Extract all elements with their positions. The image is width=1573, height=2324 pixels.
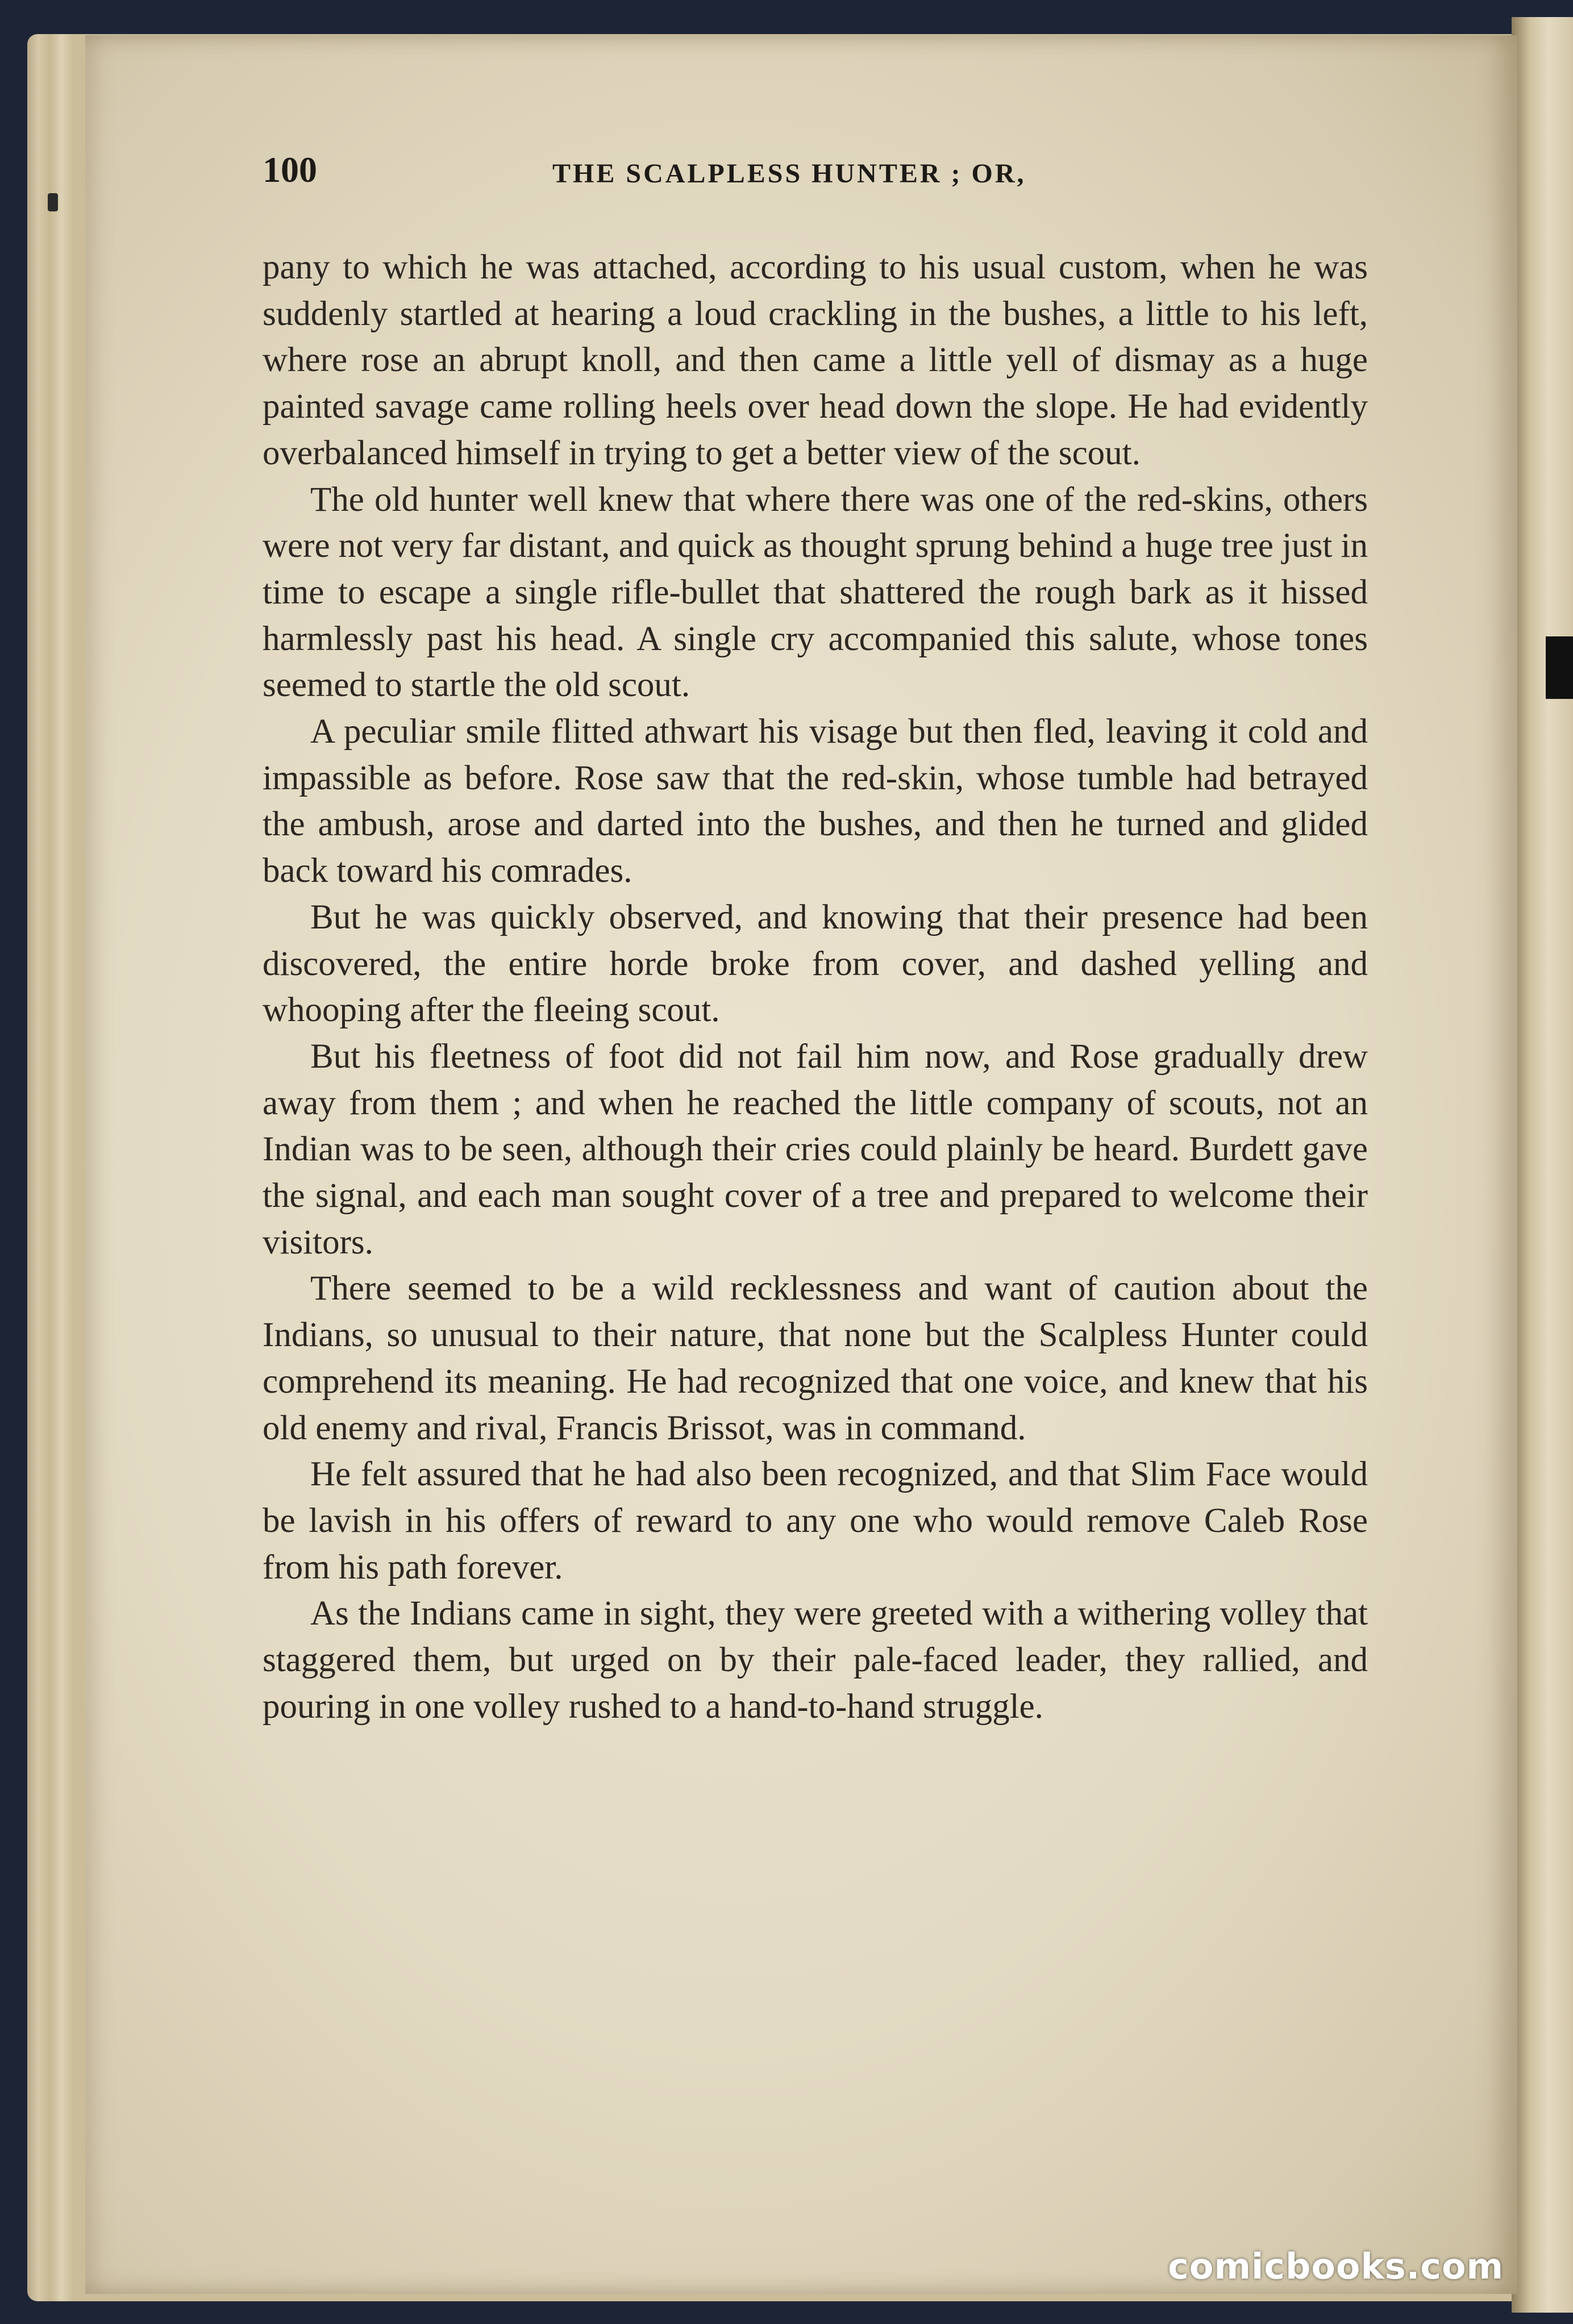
page-header: [263, 149, 1399, 200]
paragraph: As the Indians came in sight, they were greeted with a withering volley that staggered them, but urged on by their pale-faced leader, they rallied, and pouring in one volley rushed to a hand-to-hand struggle.: [263, 1594, 1368, 1726]
page-number: 100: [263, 149, 317, 190]
paragraph: pany to which he was attached, according to his usual custom, when he was suddenly startled at hearing a loud crackling in the bushes, a little to his left, where rose an abrupt knoll, and then came a little yell of dismay as a huge painted savage came rolling heels over head down the slope. He had evidently overbalanced himself in trying to get a better view of the scout.: [263, 248, 1368, 472]
paragraph: He felt assured that he had also been recognized, and that Slim Face would be lavish in his offers of reward to any one who would remove Caleb Rose from his path forever.: [263, 1455, 1368, 1586]
book-spine: [1512, 17, 1573, 2313]
running-head: THE SCALPLESS HUNTER ; OR,: [552, 159, 1026, 189]
paragraph: But his fleetness of foot did not fail him now, and Rose gradually drew away from them ; and when he reached the little company of scouts, not an Indian was to be seen, although their cries could plainly be heard. Burdett gave the signal, and each man sought cover of a tree and prepared to welcome their visitors.: [263, 1037, 1368, 1261]
spine-tab: [1546, 636, 1573, 699]
binding-mark: [48, 193, 58, 211]
paragraph: The old hunter well knew that where there was one of the red-skins, others were not very far distant, and quick as thought sprung behind a huge tree just in time to escape a single rifle-bullet that shattered the rough bark as it hissed harmlessly past his head. A single cry accompanied this salute, whose tones seemed to startle the old scout.: [263, 480, 1368, 705]
body-text: [263, 244, 1368, 1730]
site-watermark: comicbooks.com: [1168, 2246, 1504, 2287]
paragraph: A peculiar smile flitted athwart his visage but then fled, leaving it cold and impassible as before. Rose saw that the red-skin, whose tumble had betrayed the ambush, arose and darted into the bushes, and then he turned and glided back toward his comrades.: [263, 713, 1368, 890]
paragraph: But he was quickly observed, and knowing that their presence had been discovered, the entire horde broke from cover, and dashed yelling and whooping after the fleeing scout.: [263, 898, 1368, 1030]
paragraph: There seemed to be a wild recklessness and want of caution about the Indians, so unusual to their nature, that none but the Scalpless Hunter could comprehend its meaning. He had recognized that one voice, and knew that his old enemy and rival, Francis Brissot, was in command.: [263, 1269, 1368, 1447]
